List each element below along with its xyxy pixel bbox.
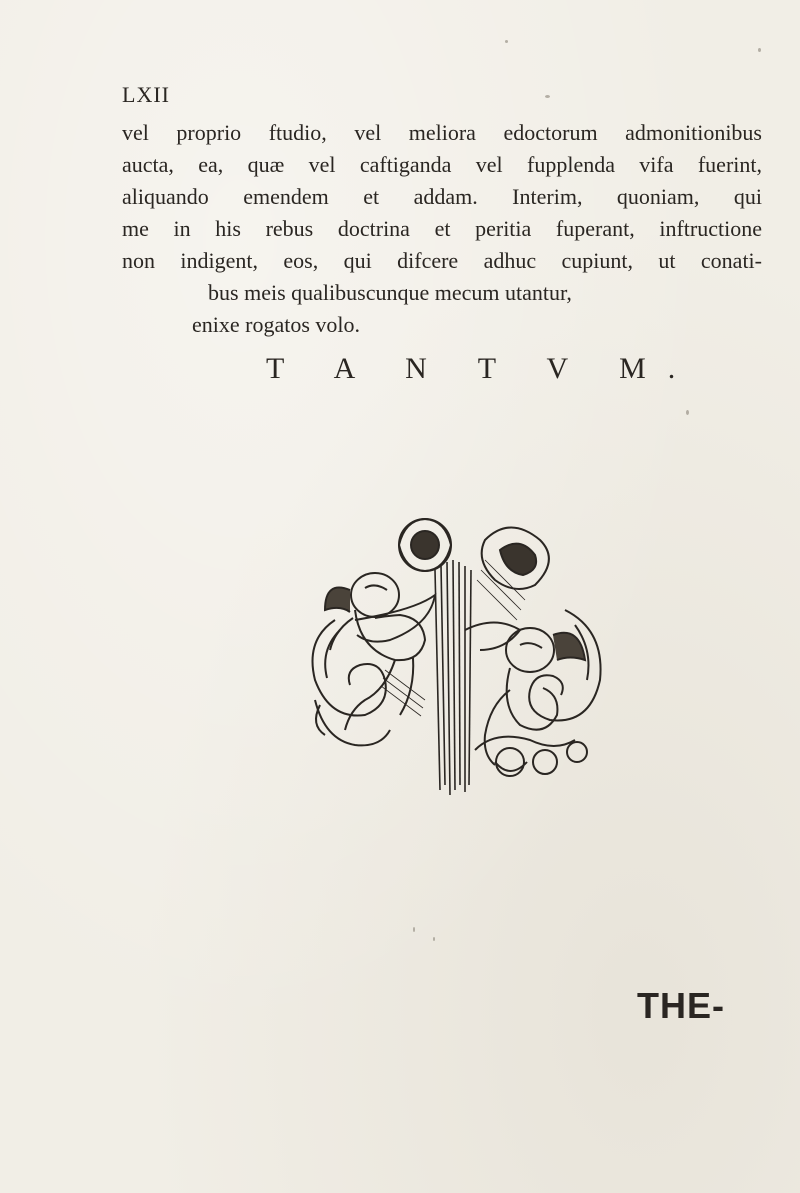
- paper-speck: [433, 937, 435, 941]
- paper-speck: [413, 927, 415, 932]
- paper-speck: [758, 48, 761, 52]
- paper-speck: [686, 410, 689, 415]
- text-line-4: me in his rebus doctrina et peritia fuperant, inftructione: [122, 216, 762, 241]
- text-line-1: vel proprio ftudio, vel meliora edoctorum admonitionibus: [122, 120, 762, 145]
- page-number: LXII: [122, 82, 170, 107]
- text-line-2: aucta, ea, quæ vel caftiganda vel fupplenda vifa fuerint,: [122, 152, 762, 177]
- cherubs-vignette-icon: [295, 500, 615, 800]
- text-line-7: enixe rogatos volo.: [192, 312, 361, 337]
- catchword: THE-: [637, 985, 725, 1026]
- text-line-3: aliquando emendem et addam. Interim, quoniam, qui: [122, 184, 762, 209]
- closing-word: T A N T V M.: [266, 352, 698, 385]
- text-line-6: bus meis qualibuscunque mecum utantur,: [208, 280, 572, 305]
- paper-speck: [505, 40, 508, 43]
- text-line-5: non indigent, eos, qui difcere adhuc cupiunt, ut conati-: [122, 248, 762, 273]
- paper-speck: [545, 95, 550, 98]
- body-text: [122, 117, 762, 341]
